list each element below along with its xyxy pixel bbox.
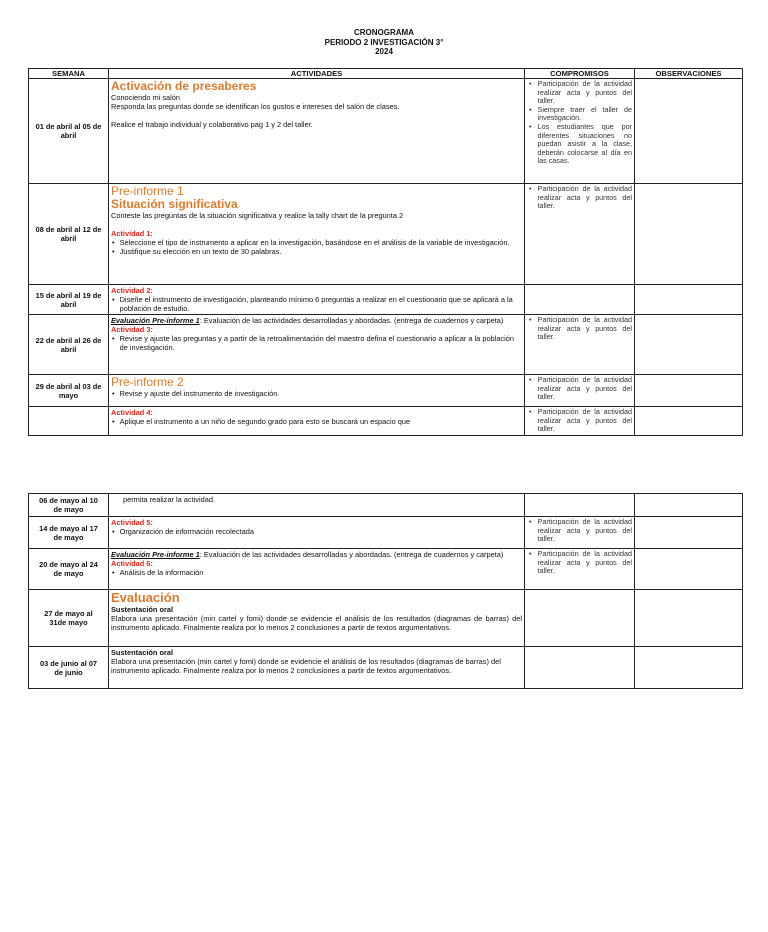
activity-text: permita realizar la actividad. bbox=[123, 495, 216, 504]
document-header bbox=[0, 28, 768, 57]
table-row bbox=[29, 315, 743, 375]
activity-label: Actividad 6: bbox=[111, 559, 153, 568]
week-cell: 01 de abril al 05 de abril bbox=[29, 79, 109, 184]
table-row bbox=[29, 494, 743, 517]
observation-cell bbox=[635, 494, 743, 517]
activity-cell bbox=[109, 647, 525, 689]
col-semana: SEMANA bbox=[29, 69, 109, 79]
activity-bullet: Revise y ajuste las preguntas y a partir de la retroalimentación del maestro defina el cuestionario a aplicar a la población de investigación. bbox=[119, 334, 514, 352]
activity-text: Realice el trabajo individual y colaborativo pag 1 y 2 del taller. bbox=[111, 120, 313, 129]
observation-cell bbox=[635, 517, 743, 549]
col-actividades: ACTIVIDADES bbox=[109, 69, 525, 79]
col-observaciones: OBSERVACIONES bbox=[635, 69, 743, 79]
activity-label: Actividad 1: bbox=[111, 229, 153, 238]
activity-cell: Pre-informe 2 • Revise y ajuste del instrumento de investigación. bbox=[109, 375, 525, 407]
observation-cell bbox=[635, 315, 743, 375]
commitment-item: Participación de la actividad realizar acta y puntos del taller. bbox=[537, 407, 632, 434]
activity-label: Actividad 4: bbox=[111, 408, 153, 417]
activity-text: Conteste las preguntas de la situación significativa y realice la tally chart de la pregunta 2 bbox=[111, 211, 404, 220]
observation-cell bbox=[635, 285, 743, 315]
commitment-cell bbox=[525, 285, 635, 315]
activity-bullet: Seleccione el tipo de instrumento a aplicar en la investigación, basándose en el análisis de la variable de investigación. bbox=[119, 238, 510, 247]
activity-cell: Actividad 5: • Organización de información recolectada bbox=[109, 517, 525, 549]
observation-cell bbox=[635, 184, 743, 285]
activity-subtitle: Sustentación oral bbox=[111, 605, 174, 614]
commitment-item: Participación de la actividad realizar acta y puntos del taller. bbox=[537, 375, 632, 402]
activity-text: Elabora una presentación (min cartel y fomi) donde se evidencie el análisis de los resultados (diagramas de barras) del instrumento aplicado. Finalmente realiza por lo menos 2 conclusiones a partir de textos argumentativos. bbox=[111, 657, 501, 675]
activity-bullet: Justifique su elección en un texto de 30 palabras. bbox=[119, 247, 282, 256]
week-cell bbox=[29, 407, 109, 436]
activity-label: Actividad 2: bbox=[111, 286, 153, 295]
activity-bullet: Aplique el instrumento a un niño de segundo grado para esto se buscará un espacio que bbox=[119, 417, 411, 426]
commitment-item: Participación de la actividad realizar acta y puntos del taller. bbox=[537, 517, 632, 544]
commitment-item: Siempre traer el taller de investigación. bbox=[537, 104, 632, 123]
evaluation-label: Evaluación Pre-informe 1 bbox=[111, 316, 200, 325]
table-row bbox=[29, 407, 743, 436]
activity-bullet: Revise y ajuste del instrumento de investigación. bbox=[119, 389, 280, 398]
week-cell: 27 de mayo al 31de mayo bbox=[29, 590, 109, 647]
observation-cell bbox=[635, 375, 743, 407]
commitment-cell: • Participación de la actividad realizar acta y puntos del taller. bbox=[525, 375, 635, 407]
activity-label: Actividad 5: bbox=[111, 518, 153, 527]
activity-cell: Evaluación Pre-informe 1: Evaluación de las actividades desarrolladas y abordadas. (entrega de cuadernos y carpeta) Actividad 3: • Revise y ajuste las preguntas y a partir de la retroalimentación del maestro defina el cuestionario a aplicar a la población de investigación. bbox=[109, 315, 525, 375]
table-header-row bbox=[29, 69, 743, 79]
activity-subtitle: Conociendo mi salón bbox=[111, 93, 181, 102]
section-title: Evaluación bbox=[111, 590, 180, 605]
section-subtitle: Situación significativa bbox=[111, 197, 238, 211]
section-title: Pre-informe 2 bbox=[111, 375, 184, 389]
col-compromisos: COMPROMISOS bbox=[525, 69, 635, 79]
activity-bullet: Diseñe el instrumento de investigación, planteando mínimo 6 preguntas a realizar en el cuestionario que se aplicará a la población de estudio. bbox=[119, 295, 513, 313]
evaluation-label: Evaluación Pre-informe 1 bbox=[111, 550, 200, 559]
observation-cell bbox=[635, 590, 743, 647]
section-title: Activación de presaberes bbox=[111, 79, 257, 93]
activity-cell: Actividad 2: • Diseñe el instrumento de investigación, planteando mínimo 6 preguntas a realizar en el cuestionario que se aplicará a la población de estudio. bbox=[109, 285, 525, 315]
table-row bbox=[29, 647, 743, 689]
week-cell: 22 de abril al 26 de abril bbox=[29, 315, 109, 375]
activity-label: Actividad 3: bbox=[111, 325, 153, 334]
schedule-table-page-1 bbox=[28, 68, 743, 436]
commitment-cell: • Participación de la actividad realizar acta y puntos del taller. bbox=[525, 517, 635, 549]
week-cell: 14 de mayo al 17 de mayo bbox=[29, 517, 109, 549]
table-row bbox=[29, 79, 743, 184]
activity-cell bbox=[109, 590, 525, 647]
activity-text: Responda las preguntas donde se identifican los gustos e intereses del salón de clases. bbox=[111, 102, 400, 111]
activity-text: Elabora una presentación (min cartel y fomi) donde se evidencie el análisis de los resultados (diagramas de barras) del instrumento aplicado. Finalmente realiza por lo menos 2 conclusiones a partir de textos argumentativos. bbox=[111, 614, 522, 632]
commitment-cell: • Participación de la actividad realizar acta y puntos del taller. bbox=[525, 315, 635, 375]
activity-bullet: Análisis de la información bbox=[119, 568, 204, 577]
table-row bbox=[29, 285, 743, 315]
table-row bbox=[29, 517, 743, 549]
observation-cell bbox=[635, 79, 743, 184]
week-cell: 20 de mayo al 24 de mayo bbox=[29, 549, 109, 590]
commitment-item: Participación de la actividad realizar acta y puntos del taller. bbox=[537, 549, 632, 576]
evaluation-text: : Evaluación de las actividades desarrolladas y abordadas. (entrega de cuadernos y carpeta) bbox=[199, 550, 504, 559]
table-row bbox=[29, 375, 743, 407]
commitment-cell bbox=[525, 494, 635, 517]
activity-bullet: Organización de información recolectada bbox=[119, 527, 254, 536]
commitment-cell: • Participación de la actividad realizar acta y puntos del taller. • Siempre traer el taller de investigación. • Los estudiantes que por diferentes situaciones no puedan asistir a la clase, deberán colocarse al día en las casas. bbox=[525, 79, 635, 184]
week-cell: 06 de mayo al 10 de mayo bbox=[29, 494, 109, 517]
header-period: PERIODO 2 INVESTIGACIÓN 3° bbox=[324, 37, 444, 47]
week-cell: 08 de abril al 12 de abril bbox=[29, 184, 109, 285]
activity-cell bbox=[109, 79, 525, 184]
commitment-item: Los estudiantes que por diferentes situaciones no puedan asistir a la clase, deberán colocarse al día en las casas. bbox=[537, 121, 632, 166]
section-title: Pre-informe 1 bbox=[111, 184, 184, 198]
week-cell: 15 de abril al 19 de abril bbox=[29, 285, 109, 315]
header-year: 2024 bbox=[375, 47, 393, 56]
commitment-item: Participación de la actividad realizar acta y puntos del taller. bbox=[537, 79, 632, 106]
activity-cell: Pre-informe 1 Situación significativa Conteste las preguntas de la situación significativa y realice la tally chart de la pregunta 2 Actividad 1: • Seleccione el tipo de instrumento a aplicar en la investigación, basándose en el análisis de la variable de investigación. • Justifique su elección en un texto de 30 palabras. bbox=[109, 184, 525, 285]
commitment-cell: • Participación de la actividad realizar acta y puntos del taller. bbox=[525, 184, 635, 285]
evaluation-text: : Evaluación de las actividades desarrolladas y abordadas. (entrega de cuadernos y carpeta) bbox=[199, 316, 504, 325]
activity-cell: Evaluación Pre-informe 1: Evaluación de las actividades desarrolladas y abordadas. (entrega de cuadernos y carpeta) Actividad 6: • Análisis de la información bbox=[109, 549, 525, 590]
header-title: CRONOGRAMA bbox=[354, 28, 414, 37]
table-row bbox=[29, 184, 743, 285]
activity-subtitle: Sustentación oral bbox=[111, 648, 174, 657]
activity-cell bbox=[109, 494, 525, 517]
commitment-cell bbox=[525, 590, 635, 647]
table-row bbox=[29, 549, 743, 590]
commitment-item: Participación de la actividad realizar acta y puntos del taller. bbox=[537, 184, 632, 211]
activity-cell: Actividad 4: • Aplique el instrumento a un niño de segundo grado para esto se buscará un espacio que bbox=[109, 407, 525, 436]
week-cell: 03 de junio al 07 de junio bbox=[29, 647, 109, 689]
table-row bbox=[29, 590, 743, 647]
observation-cell bbox=[635, 647, 743, 689]
commitment-cell: • Participación de la actividad realizar acta y puntos del taller. bbox=[525, 549, 635, 590]
commitment-item: Participación de la actividad realizar acta y puntos del taller. bbox=[537, 315, 632, 342]
commitment-cell: • Participación de la actividad realizar acta y puntos del taller. bbox=[525, 407, 635, 436]
observation-cell bbox=[635, 549, 743, 590]
commitment-cell bbox=[525, 647, 635, 689]
schedule-table-page-2 bbox=[28, 493, 743, 689]
observation-cell bbox=[635, 407, 743, 436]
week-cell: 29 de abril al 03 de mayo bbox=[29, 375, 109, 407]
